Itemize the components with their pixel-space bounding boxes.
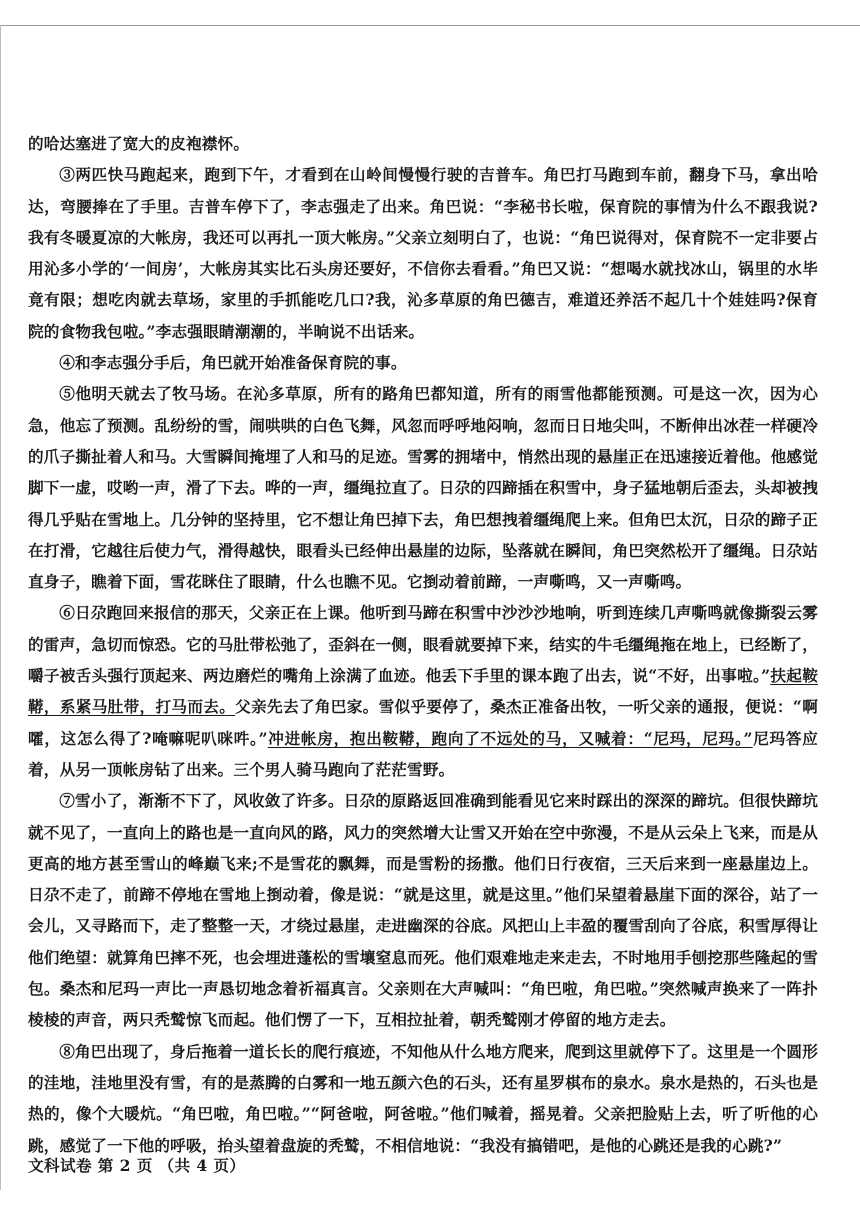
- page-footer: 文科试卷 第 2 页 （共 4 页）: [28, 1156, 246, 1175]
- paragraph-6-part-a: ⑥日尕跑回来报信的那天，父亲正在上课。他听到马蹄在积雪中沙沙沙地响，听到连续几声嘶鸣就像撕裂云雾的雷声，急切而惊恐。它的马肚带松弛了，歪斜在一侧，眼看就要掉下来，结实的牛毛缰绳拖在地上，已经断了，嚼子被舌头强行顶起来、两边磨烂的嘴角上涂满了血迹。他丢下手里的课本跑了出去，说“不好，出事啦。”: [28, 603, 818, 686]
- page-top-border: [0, 25, 860, 26]
- paragraph-6: [28, 597, 818, 785]
- paragraph-6-part-c: 尼玛答应着，从另一顶帐房钻了出来。三个男人骑马跑向了茫茫雪野。: [28, 728, 818, 779]
- page-left-border: [0, 25, 1, 1190]
- paragraph-6-part-b: 父亲先去了角巴家。雪似乎要停了，桑杰正准备出牧，一听父亲的通报，便说：“啊嚯，这怎么得了?唵嘛呢叭咪吽。”: [28, 697, 818, 748]
- paragraph-4: ④和李志强分手后，角巴就开始准备保育院的事。: [59, 353, 407, 373]
- paragraph-8: ⑧角巴出现了，身后拖着一道长长的爬行痕迹，不知他从什么地方爬来，爬到这里就停下了。这里是一个圆形的洼地，洼地里没有雪，有的是蒸腾的白雾和一地五颜六色的石头，还有星罗棋布的泉水。泉水是热的，石头也是热的，像个大暖炕。“角巴啦，角巴啦。”“阿爸啦，阿爸啦。”他们喊着，摇晃着。父亲把脸贴上去，听了听他的心跳，感觉了一下他的呼吸，抬头望着盘旋的秃鹫，不相信地说：“我没有搞错吧，是他的心跳还是我的心跳?”: [28, 1041, 818, 1155]
- article-body: [28, 128, 818, 1161]
- paragraph-continuation: 的哈达塞进了宽大的皮袍襟怀。: [28, 134, 250, 153]
- paragraph-3: ③两匹快马跑起来，跑到下午，才看到在山岭间慢慢行驶的吉普车。角巴打马跑到车前，翻身下马，拿出哈达，弯腰捧在了手里。吉普车停下了，李志强走了出来。角巴说：“李秘书长啦，保育院的事情为什么不跟我说?我有冬暖夏凉的大帐房，我还可以再扎一顶大帐房。”父亲立刻明白了，也说：“角巴说得对，保育院不一定非要占用沁多小学的‘一间房’，大帐房其实比石头房还要好，不信你去看看。”角巴又说：“想喝水就找冰山，锅里的水毕竟有限；想吃肉就去草场，家里的手抓能吃几口?我，沁多草原的角巴德吉，难道还养活不起几十个娃娃吗?保育院的食物我包啦。”李志强眼睛潮潮的，半晌说不出话来。: [28, 165, 818, 341]
- paragraph-7: ⑦雪小了，渐渐不下了，风收敛了许多。日尕的原路返回准确到能看见它来时踩出的深深的蹄坑。但很快蹄坑就不见了，一直向上的路也是一直向风的路，风力的突然增大让雪又开始在空中弥漫，不是从云朵上飞来，而是从更高的地方甚至雪山的峰巅飞来;不是雪花的飘舞，而是雪粉的扬撒。他们日行夜宿，三天后来到一座悬崖边上。日尕不走了，前蹄不停地在雪地上捯动着，像是说：“就是这里，就是这里。”他们呆望着悬崖下面的深谷，站了一会儿，又寻路而下，走了整整一天，才绕过悬崖，走进幽深的谷底。风把山上丰盈的覆雪刮向了谷底，积雪厚得让他们绝望：就算角巴摔不死，也会埋进蓬松的雪壤窒息而死。他们艰难地走来走去，不时地用手刨挖那些隆起的雪包。桑杰和尼玛一声比一声恳切地念着祈福真言。父亲则在大声喊叫：“角巴啦，角巴啦。”突然喊声换来了一阵扑棱棱的声音，两只秃鹫惊飞而起。他们愣了一下，互相拉扯着，朝秃鹫刚才停留的地方走去。: [28, 791, 818, 1030]
- paragraph-5: ⑤他明天就去了牧马场。在沁多草原，所有的路角巴都知道，所有的雨雪他都能预测。可是这一次，因为心急，他忘了预测。乱纷纷的雪，闹哄哄的白色飞舞，风忽而呼呼地闷响，忽而日日地尖叫，不断伸出冰茬一样硬冷的爪子撕扯着人和马。大雪瞬间掩埋了人和马的足迹。雪雾的拥堵中，悄然出现的悬崖正在迅速接近着他。他感觉脚下一虚，哎哟一声，滑了下去。哗的一声，缰绳拉直了。日尕的四蹄插在积雪中，身子猛地朝后歪去，头却被拽得几乎贴在雪地上。几分钟的坚持里，它不想让角巴掉下去，角巴想拽着缰绳爬上来。但角巴太沉，日尕的蹄子正在打滑，它越往后使力气，滑得越快，眼看头已经伸出悬崖的边际，坠落就在瞬间，角巴突然松开了缰绳。日尕站直身子，瞧着下面，雪花眯住了眼睛，什么也瞧不见。它捯动着前蹄，一声嘶鸣，又一声嘶鸣。: [28, 384, 818, 592]
- underlined-sentence-1: 扶起鞍鞯，系紧马肚带，打马而去。: [28, 666, 818, 717]
- underlined-sentence-2: 冲进帐房，抱出鞍鞯，跑向了不远处的马，又喊着：“尼玛，尼玛。”: [267, 728, 753, 748]
